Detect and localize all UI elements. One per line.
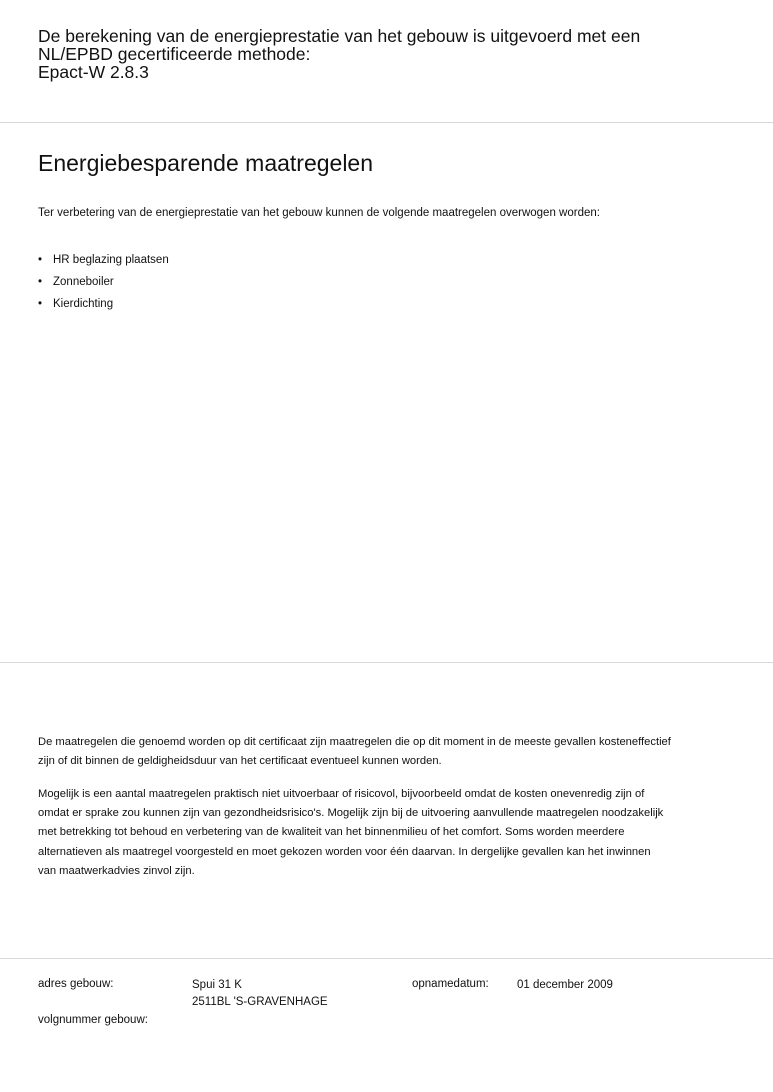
- note-line: De maatregelen die genoemd worden op dit certificaat zijn maatregelen die op dit moment in de meeste gevallen kosteneffectief: [38, 736, 671, 748]
- list-item-measure: [38, 275, 169, 297]
- measure-label: HR beglazing plaatsen: [53, 254, 169, 266]
- intro-method-version: Epact-W 2.8.3: [38, 62, 149, 82]
- intro-line-1: De berekening van de energieprestatie van het gebouw is uitgevoerd met een: [38, 26, 641, 46]
- measures-list: [38, 253, 169, 319]
- measure-label: Kierdichting: [53, 298, 114, 310]
- bullet-icon: •: [38, 276, 43, 288]
- intro-line-2: NL/EPBD gecertificeerde methode:: [38, 44, 311, 64]
- calculation-method-intro: [38, 27, 738, 81]
- address-street: Spui 31 K: [192, 979, 242, 991]
- divider-footer: [0, 958, 773, 959]
- building-serial-label: volgnummer gebouw:: [38, 1014, 148, 1026]
- section-lead-text: Ter verbetering van de energieprestatie van het gebouw kunnen de volgende maatregelen overwogen worden:: [38, 207, 600, 219]
- note-line: omdat er sprake zou kunnen zijn van gezondheidsrisico's. Mogelijk zijn bij de uitvoering aanvullende maatregelen noodzakelijk: [38, 807, 664, 820]
- note-paragraph-cost-effectiveness: [38, 733, 738, 771]
- note-line: met betrekking tot behoud en verbetering van de kwaliteit van het binnenmilieu of het comfort. Soms worden meerdere: [38, 826, 625, 839]
- recording-date-label: opnamedatum:: [412, 978, 489, 990]
- note-line: zijn of dit binnen de geldigheidsduur van het certificaat eventueel kunnen worden.: [38, 755, 442, 768]
- address-city: 2511BL 'S-GRAVENHAGE: [192, 996, 328, 1008]
- divider-middle: [0, 662, 773, 663]
- note-line: alternatieven als maatregel voorgesteld en moet gekozen worden voor één daarvan. In dergelijke gevallen kan het inwinnen: [38, 845, 651, 858]
- note-paragraph-feasibility: [38, 785, 738, 881]
- section-title: Energiebesparende maatregelen: [38, 150, 374, 176]
- address-label: adres gebouw:: [38, 978, 114, 990]
- measure-label: Zonneboiler: [53, 276, 114, 288]
- list-item-measure: [38, 297, 169, 319]
- note-line: Mogelijk is een aantal maatregelen praktisch niet uitvoerbaar of risicovol, bijvoorbeeld omdat de kosten onevenredig zijn of: [38, 788, 645, 800]
- divider-top: [0, 122, 773, 123]
- recording-date-value: 01 december 2009: [517, 979, 613, 991]
- bullet-icon: •: [38, 298, 43, 310]
- bullet-icon: •: [38, 254, 43, 266]
- list-item-measure: [38, 253, 169, 275]
- note-line: van maatwerkadvies zinvol zijn.: [38, 864, 195, 877]
